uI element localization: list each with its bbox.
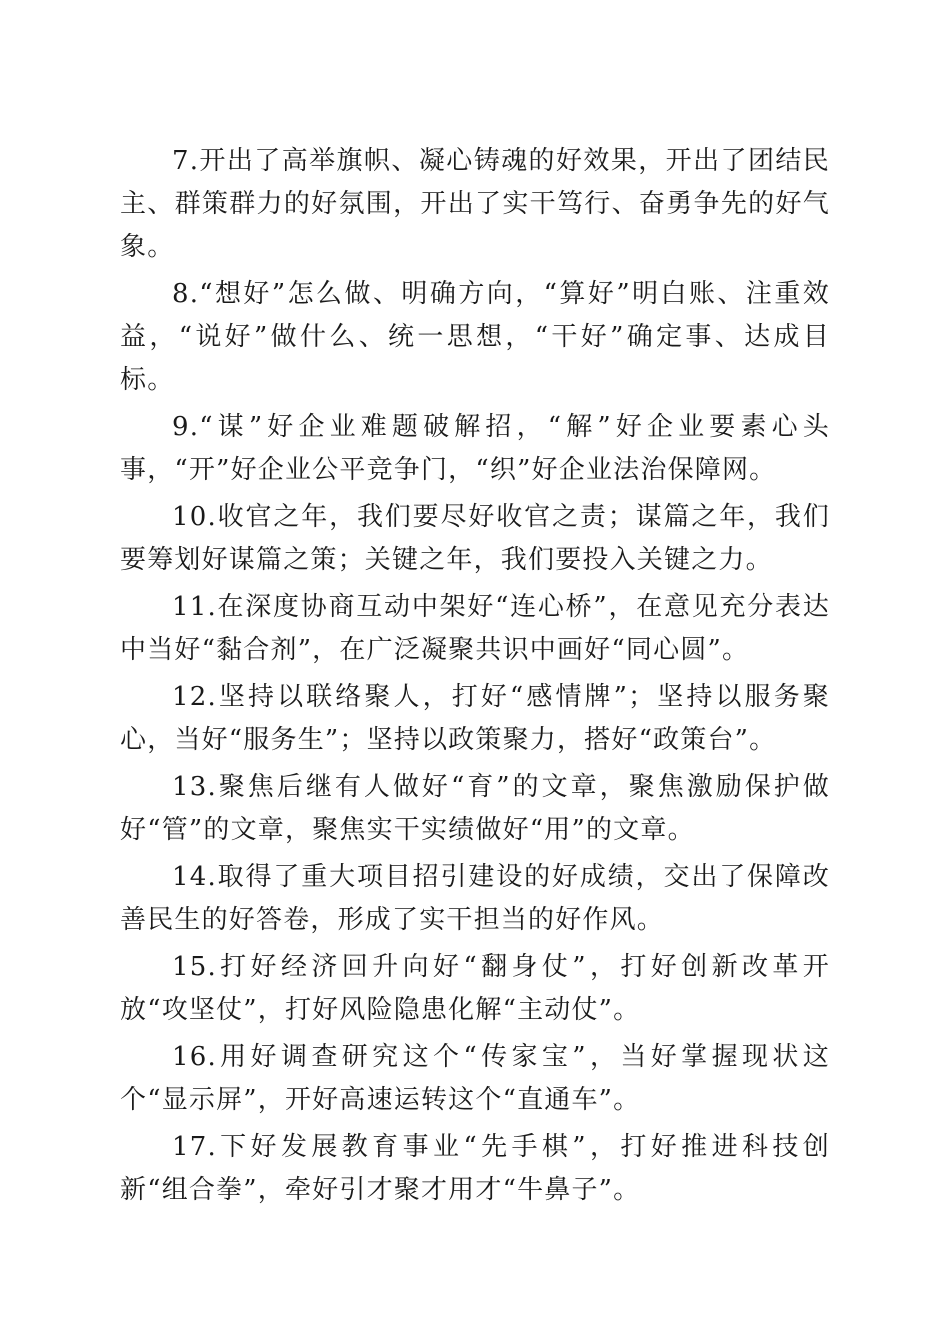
paragraph-8: 8.“想好”怎么做、明确方向，“算好”明白账、注重效益，“说好”做什么、统一思想，“干好”确定事、达成目标。 [120, 279, 830, 395]
paragraph-12: 12.坚持以联络聚人，打好“感情牌”；坚持以服务聚心，当好“服务生”；坚持以政策聚力，搭好“政策台”。 [120, 682, 830, 755]
paragraph-10: 10.收官之年，我们要尽好收官之责；谋篇之年，我们要筹划好谋篇之策；关键之年，我们要投入关键之力。 [120, 502, 830, 575]
paragraph-9: 9.“谋”好企业难题破解招，“解”好企业要素心头事，“开”好企业公平竞争门，“织”好企业法治保障网。 [120, 412, 830, 485]
paragraph-11: 11.在深度协商互动中架好“连心桥”，在意见充分表达中当好“黏合剂”，在广泛凝聚共识中画好“同心圆”。 [120, 592, 830, 665]
document-body [120, 140, 830, 1216]
paragraph-17: 17.下好发展教育事业“先手棋”，打好推进科技创新“组合拳”，牵好引才聚才用才“牛鼻子”。 [120, 1132, 830, 1205]
paragraph-13: 13.聚焦后继有人做好“育”的文章，聚焦激励保护做好“管”的文章，聚焦实干实绩做好“用”的文章。 [120, 772, 830, 845]
paragraph-16: 16.用好调查研究这个“传家宝”，当好掌握现状这个“显示屏”，开好高速运转这个“直通车”。 [120, 1042, 830, 1115]
paragraph-15: 15.打好经济回升向好“翻身仗”，打好创新改革开放“攻坚仗”，打好风险隐患化解“主动仗”。 [120, 952, 830, 1025]
paragraph-7: 7.开出了高举旗帜、凝心铸魂的好效果，开出了团结民主、群策群力的好氛围，开出了实干笃行、奋勇争先的好气象。 [120, 146, 830, 262]
paragraph-14: 14.取得了重大项目招引建设的好成绩，交出了保障改善民生的好答卷，形成了实干担当的好作风。 [120, 862, 830, 935]
